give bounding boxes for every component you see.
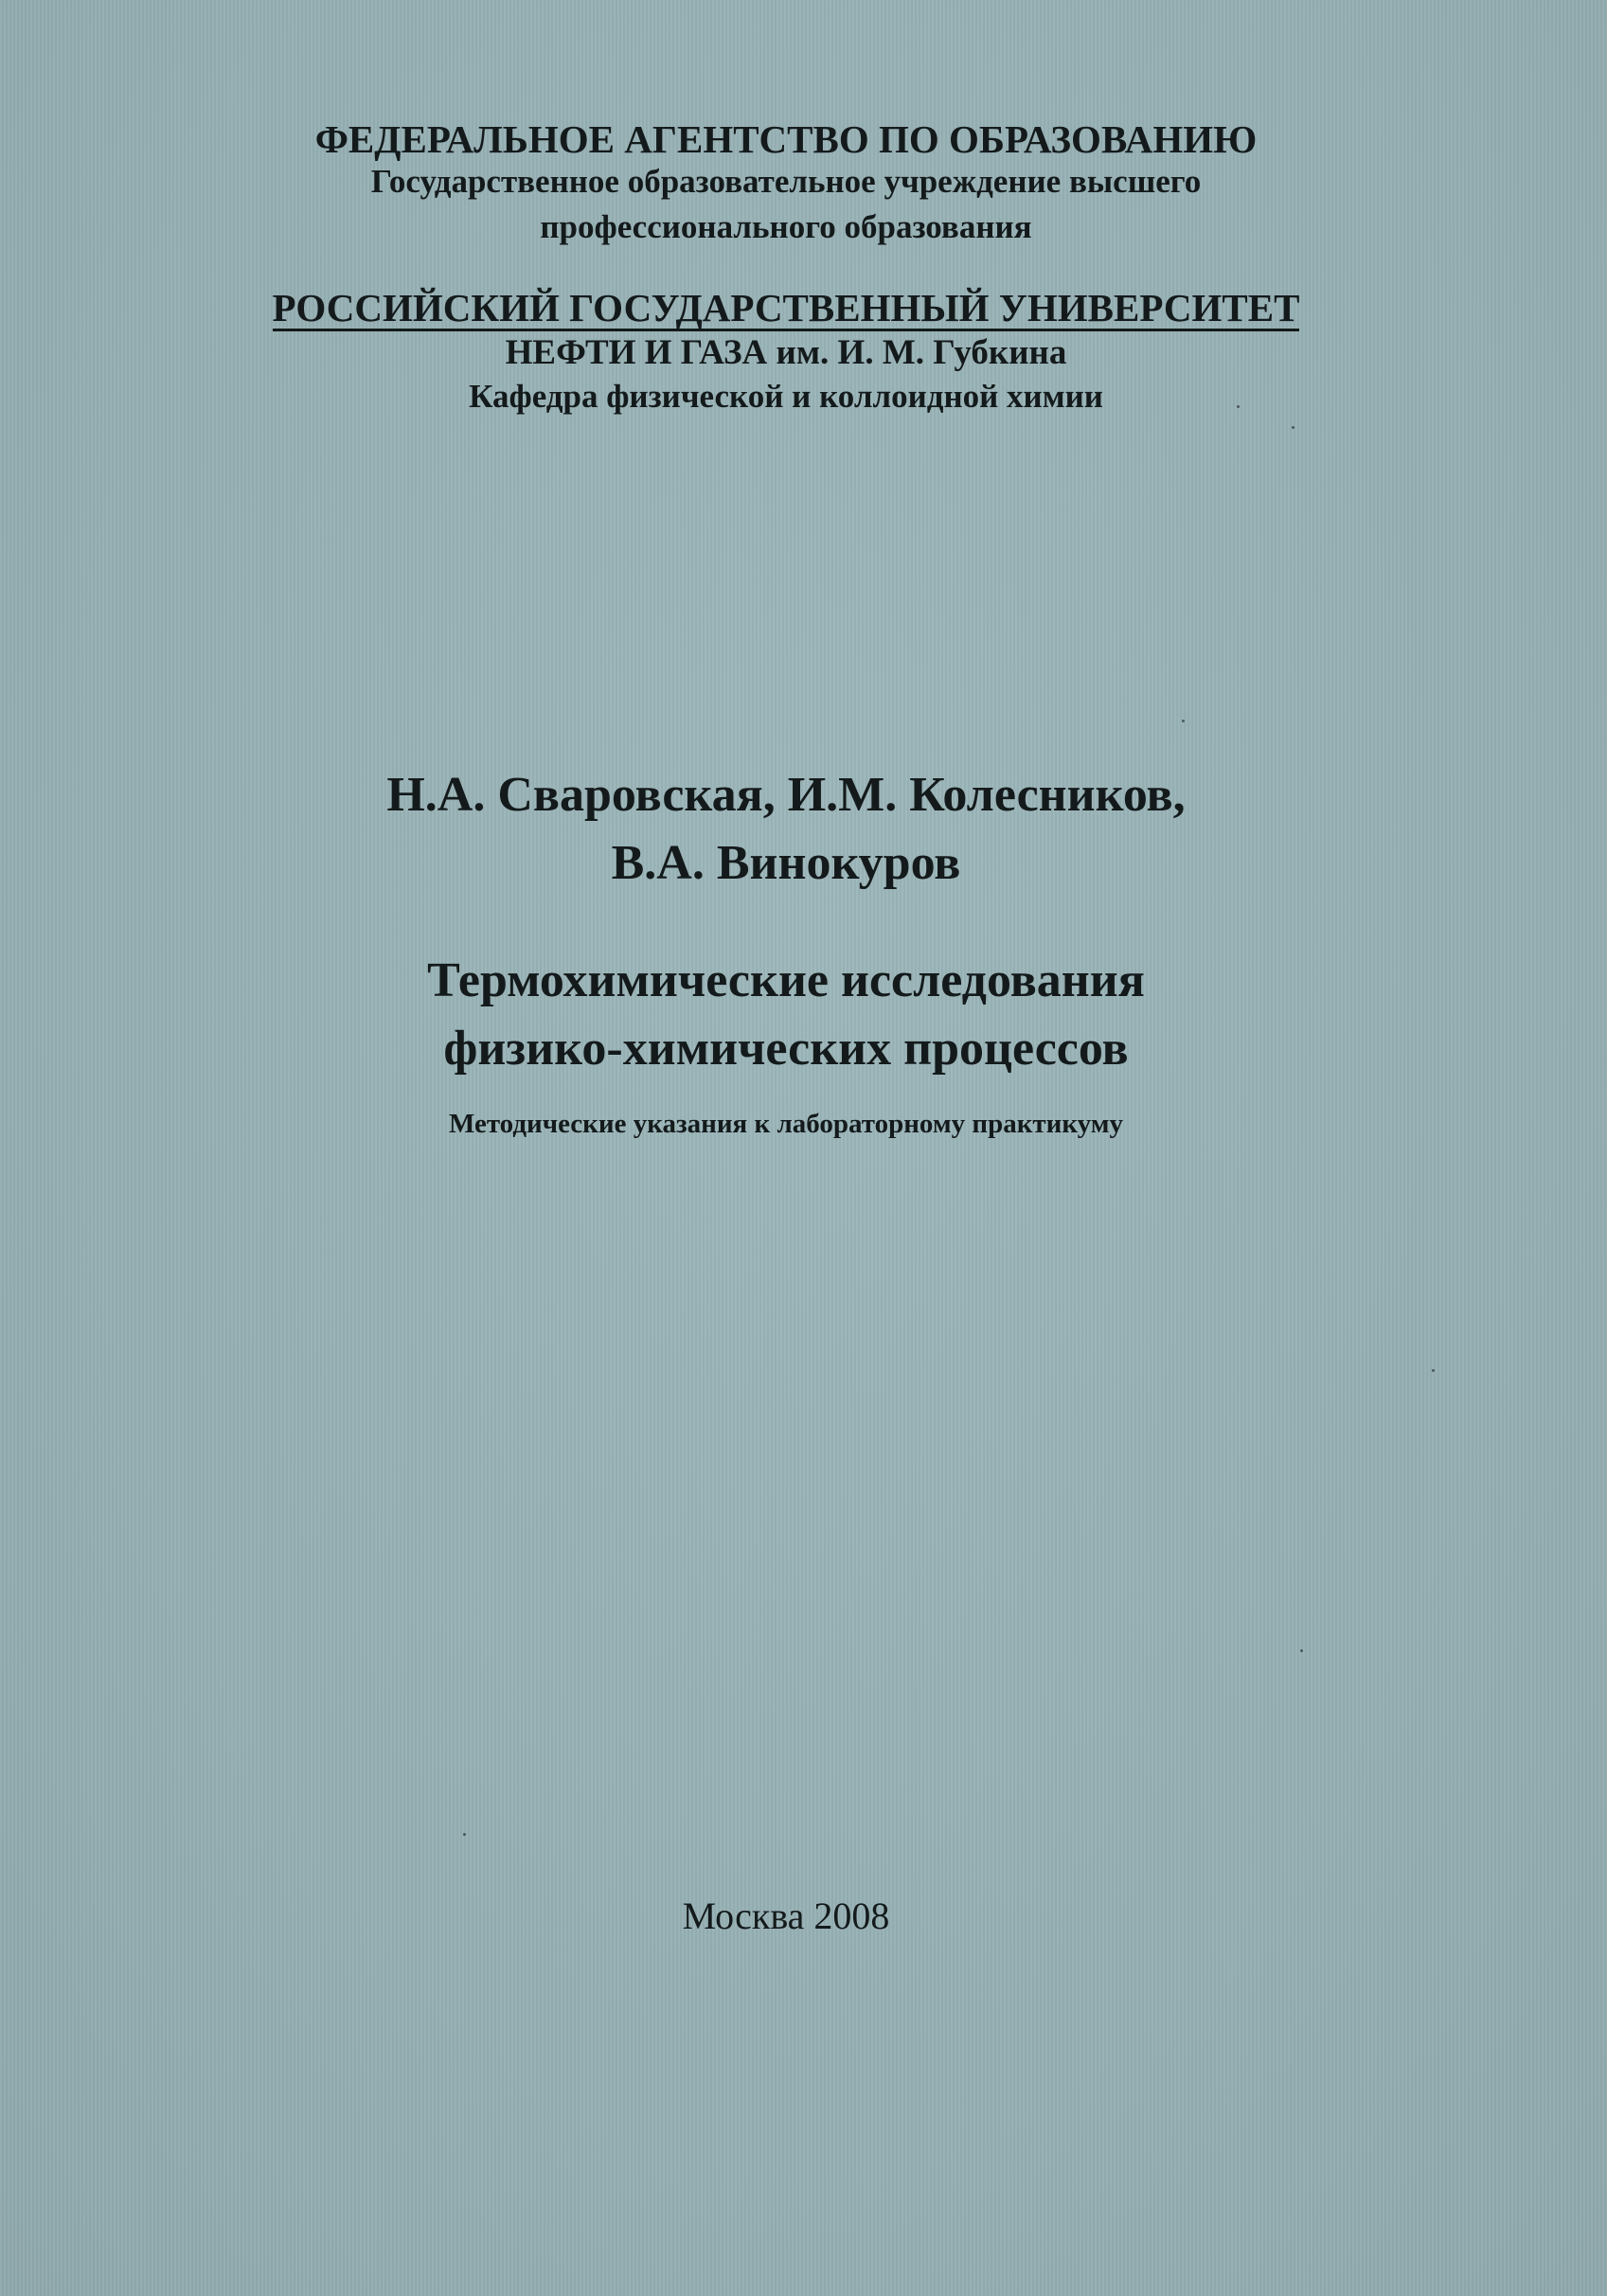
authors	[0, 761, 1572, 898]
imprint	[0, 1893, 1572, 1940]
book-title	[0, 947, 1572, 1083]
authors-line-1: Н.А. Сваровская, И.М. Колесников,	[386, 768, 1186, 822]
university-name-line-2: НЕФТИ И ГАЗА им. И. М. Губкина	[505, 333, 1067, 372]
paper-speck	[1432, 1369, 1435, 1372]
university-name-line-1: РОССИЙСКИЙ ГОСУДАРСТВЕННЫЙ УНИВЕРСИТЕТ	[272, 286, 1300, 329]
agency-name	[0, 116, 1572, 163]
university-name	[0, 284, 1572, 331]
book-subtitle	[0, 1105, 1572, 1143]
book-subtitle-text: Методические указания к лабораторному практикуму	[448, 1109, 1124, 1139]
paper-speck	[1292, 426, 1295, 429]
paper-speck	[1237, 405, 1240, 408]
institution-line-1: Государственное образовательное учреждение высшего	[370, 163, 1202, 200]
book-title-line-2: физико-химических процессов	[443, 1022, 1129, 1076]
paper-speck	[1182, 720, 1185, 722]
agency-name-text: ФЕДЕРАЛЬНОЕ АГЕНТСТВО ПО ОБРАЗОВАНИЮ	[314, 117, 1258, 161]
paper-speck	[463, 1833, 466, 1836]
book-title-line-1: Термохимические исследования	[427, 953, 1145, 1007]
institution-line-2: профессионального образования	[540, 208, 1032, 245]
department-name-text: Кафедра физической и коллоидной химии	[469, 378, 1103, 415]
paper-speck	[1300, 1649, 1303, 1652]
institution-type	[0, 159, 1572, 250]
university-name-continued	[0, 331, 1572, 375]
department-name	[0, 375, 1572, 418]
city-year-text: Москва 2008	[682, 1895, 890, 1937]
authors-line-2: В.А. Винокуров	[611, 836, 961, 890]
